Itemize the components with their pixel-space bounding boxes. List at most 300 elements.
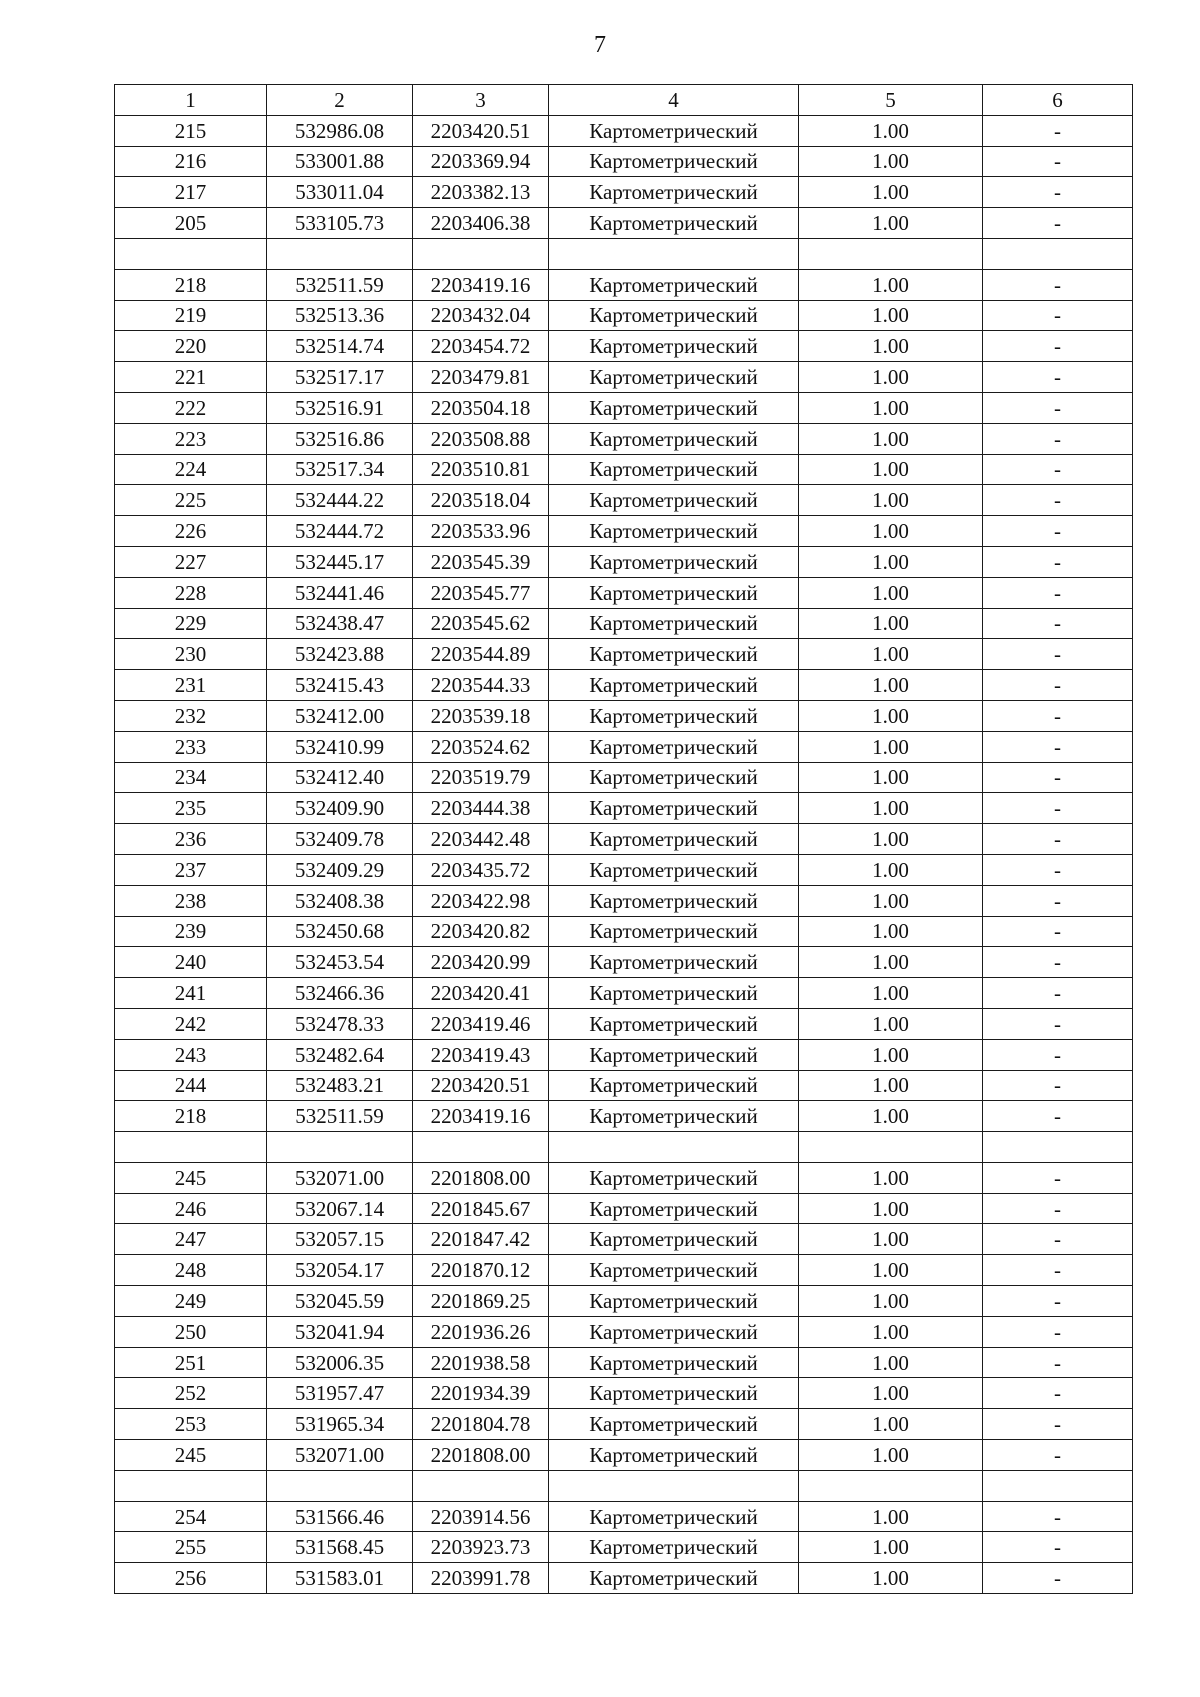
y-coordinate-cell: 2203420.99	[413, 947, 549, 978]
accuracy-cell: 1.00	[799, 454, 983, 485]
x-coordinate-cell: 532483.21	[267, 1070, 413, 1101]
table-row	[115, 1563, 1133, 1594]
y-coordinate-cell: 2203545.77	[413, 577, 549, 608]
empty-cell	[413, 1470, 549, 1501]
x-coordinate-cell: 533105.73	[267, 208, 413, 239]
method-cell: Картометрический	[549, 793, 799, 824]
x-coordinate-cell: 532517.34	[267, 454, 413, 485]
empty-cell	[267, 1470, 413, 1501]
accuracy-cell: 1.00	[799, 1563, 983, 1594]
x-coordinate-cell: 532409.78	[267, 824, 413, 855]
accuracy-cell: 1.00	[799, 1039, 983, 1070]
accuracy-cell: 1.00	[799, 731, 983, 762]
note-cell: -	[983, 1070, 1133, 1101]
y-coordinate-cell: 2203444.38	[413, 793, 549, 824]
accuracy-cell: 1.00	[799, 516, 983, 547]
column-header: 4	[549, 85, 799, 116]
note-cell: -	[983, 577, 1133, 608]
x-coordinate-cell: 532006.35	[267, 1347, 413, 1378]
accuracy-cell: 1.00	[799, 177, 983, 208]
point-number-cell: 229	[115, 608, 267, 639]
x-coordinate-cell: 532511.59	[267, 269, 413, 300]
method-cell: Картометрический	[549, 331, 799, 362]
y-coordinate-cell: 2203432.04	[413, 300, 549, 331]
point-number-cell: 230	[115, 639, 267, 670]
accuracy-cell: 1.00	[799, 115, 983, 146]
accuracy-cell: 1.00	[799, 577, 983, 608]
table-row	[115, 1224, 1133, 1255]
table-row	[115, 1532, 1133, 1563]
x-coordinate-cell: 531568.45	[267, 1532, 413, 1563]
x-coordinate-cell: 531957.47	[267, 1378, 413, 1409]
y-coordinate-cell: 2203419.16	[413, 269, 549, 300]
point-number-cell: 242	[115, 1008, 267, 1039]
point-number-cell: 220	[115, 331, 267, 362]
table-row	[115, 208, 1133, 239]
accuracy-cell: 1.00	[799, 1501, 983, 1532]
y-coordinate-cell: 2203914.56	[413, 1501, 549, 1532]
y-coordinate-cell: 2203508.88	[413, 423, 549, 454]
point-number-cell: 228	[115, 577, 267, 608]
point-number-cell: 255	[115, 1532, 267, 1563]
x-coordinate-cell: 532986.08	[267, 115, 413, 146]
table-row	[115, 608, 1133, 639]
empty-cell	[115, 1470, 267, 1501]
y-coordinate-cell: 2203545.62	[413, 608, 549, 639]
note-cell: -	[983, 762, 1133, 793]
point-number-cell: 222	[115, 392, 267, 423]
method-cell: Картометрический	[549, 1347, 799, 1378]
note-cell: -	[983, 793, 1133, 824]
accuracy-cell: 1.00	[799, 824, 983, 855]
table-row	[115, 300, 1133, 331]
table-row	[115, 916, 1133, 947]
accuracy-cell: 1.00	[799, 208, 983, 239]
y-coordinate-cell: 2203524.62	[413, 731, 549, 762]
x-coordinate-cell: 531583.01	[267, 1563, 413, 1594]
y-coordinate-cell: 2201938.58	[413, 1347, 549, 1378]
accuracy-cell: 1.00	[799, 392, 983, 423]
point-number-cell: 226	[115, 516, 267, 547]
point-number-cell: 237	[115, 854, 267, 885]
note-cell: -	[983, 885, 1133, 916]
x-coordinate-cell: 532415.43	[267, 670, 413, 701]
note-cell: -	[983, 300, 1133, 331]
method-cell: Картометрический	[549, 577, 799, 608]
x-coordinate-cell: 532410.99	[267, 731, 413, 762]
table-row	[115, 1255, 1133, 1286]
accuracy-cell: 1.00	[799, 762, 983, 793]
y-coordinate-cell: 2203406.38	[413, 208, 549, 239]
note-cell: -	[983, 1378, 1133, 1409]
note-cell: -	[983, 824, 1133, 855]
method-cell: Картометрический	[549, 516, 799, 547]
accuracy-cell: 1.00	[799, 423, 983, 454]
table-row	[115, 824, 1133, 855]
table-row	[115, 269, 1133, 300]
point-number-cell: 218	[115, 269, 267, 300]
point-number-cell: 246	[115, 1193, 267, 1224]
y-coordinate-cell: 2203420.51	[413, 1070, 549, 1101]
accuracy-cell: 1.00	[799, 1409, 983, 1440]
y-coordinate-cell: 2203420.41	[413, 978, 549, 1009]
method-cell: Картометрический	[549, 423, 799, 454]
accuracy-cell: 1.00	[799, 546, 983, 577]
method-cell: Картометрический	[549, 670, 799, 701]
x-coordinate-cell: 532466.36	[267, 978, 413, 1009]
y-coordinate-cell: 2203518.04	[413, 485, 549, 516]
method-cell: Картометрический	[549, 1501, 799, 1532]
y-coordinate-cell: 2203419.46	[413, 1008, 549, 1039]
method-cell: Картометрический	[549, 1193, 799, 1224]
note-cell: -	[983, 362, 1133, 393]
method-cell: Картометрический	[549, 854, 799, 885]
method-cell: Картометрический	[549, 269, 799, 300]
x-coordinate-cell: 532444.22	[267, 485, 413, 516]
point-number-cell: 227	[115, 546, 267, 577]
y-coordinate-cell: 2201934.39	[413, 1378, 549, 1409]
accuracy-cell: 1.00	[799, 1255, 983, 1286]
y-coordinate-cell: 2203544.33	[413, 670, 549, 701]
note-cell: -	[983, 639, 1133, 670]
accuracy-cell: 1.00	[799, 700, 983, 731]
point-number-cell: 205	[115, 208, 267, 239]
point-number-cell: 239	[115, 916, 267, 947]
method-cell: Картометрический	[549, 639, 799, 670]
table-row	[115, 1440, 1133, 1471]
table-row	[115, 362, 1133, 393]
accuracy-cell: 1.00	[799, 916, 983, 947]
x-coordinate-cell: 532516.91	[267, 392, 413, 423]
x-coordinate-cell: 532453.54	[267, 947, 413, 978]
x-coordinate-cell: 532517.17	[267, 362, 413, 393]
note-cell: -	[983, 1440, 1133, 1471]
method-cell: Картометрический	[549, 1409, 799, 1440]
accuracy-cell: 1.00	[799, 978, 983, 1009]
point-number-cell: 240	[115, 947, 267, 978]
table-row	[115, 731, 1133, 762]
note-cell: -	[983, 1501, 1133, 1532]
method-cell: Картометрический	[549, 1563, 799, 1594]
table-row	[115, 485, 1133, 516]
point-number-cell: 238	[115, 885, 267, 916]
accuracy-cell: 1.00	[799, 1008, 983, 1039]
y-coordinate-cell: 2203419.43	[413, 1039, 549, 1070]
table-row	[115, 793, 1133, 824]
note-cell: -	[983, 1563, 1133, 1594]
accuracy-cell: 1.00	[799, 269, 983, 300]
point-number-cell: 233	[115, 731, 267, 762]
x-coordinate-cell: 532423.88	[267, 639, 413, 670]
empty-cell	[799, 1470, 983, 1501]
note-cell: -	[983, 146, 1133, 177]
method-cell: Картометрический	[549, 1101, 799, 1132]
accuracy-cell: 1.00	[799, 1440, 983, 1471]
blank-separator-row	[115, 1132, 1133, 1163]
table-body	[115, 85, 1133, 1594]
column-header: 3	[413, 85, 549, 116]
empty-cell	[549, 1470, 799, 1501]
accuracy-cell: 1.00	[799, 608, 983, 639]
table-row	[115, 762, 1133, 793]
accuracy-cell: 1.00	[799, 793, 983, 824]
table-row	[115, 423, 1133, 454]
point-number-cell: 235	[115, 793, 267, 824]
note-cell: -	[983, 608, 1133, 639]
y-coordinate-cell: 2203382.13	[413, 177, 549, 208]
x-coordinate-cell: 532057.15	[267, 1224, 413, 1255]
y-coordinate-cell: 2201936.26	[413, 1316, 549, 1347]
accuracy-cell: 1.00	[799, 1193, 983, 1224]
empty-cell	[983, 1470, 1133, 1501]
note-cell: -	[983, 546, 1133, 577]
y-coordinate-cell: 2203544.89	[413, 639, 549, 670]
empty-cell	[115, 238, 267, 269]
accuracy-cell: 1.00	[799, 1101, 983, 1132]
point-number-cell: 224	[115, 454, 267, 485]
method-cell: Картометрический	[549, 146, 799, 177]
y-coordinate-cell: 2201804.78	[413, 1409, 549, 1440]
method-cell: Картометрический	[549, 947, 799, 978]
point-number-cell: 247	[115, 1224, 267, 1255]
point-number-cell: 219	[115, 300, 267, 331]
point-number-cell: 253	[115, 1409, 267, 1440]
accuracy-cell: 1.00	[799, 670, 983, 701]
note-cell: -	[983, 916, 1133, 947]
note-cell: -	[983, 454, 1133, 485]
accuracy-cell: 1.00	[799, 1224, 983, 1255]
table-row	[115, 639, 1133, 670]
note-cell: -	[983, 1224, 1133, 1255]
note-cell: -	[983, 269, 1133, 300]
method-cell: Картометрический	[549, 546, 799, 577]
x-coordinate-cell: 532482.64	[267, 1039, 413, 1070]
table-row	[115, 546, 1133, 577]
point-number-cell: 250	[115, 1316, 267, 1347]
y-coordinate-cell: 2203923.73	[413, 1532, 549, 1563]
table-row	[115, 1162, 1133, 1193]
note-cell: -	[983, 1101, 1133, 1132]
point-number-cell: 252	[115, 1378, 267, 1409]
x-coordinate-cell: 532511.59	[267, 1101, 413, 1132]
empty-cell	[799, 1132, 983, 1163]
method-cell: Картометрический	[549, 978, 799, 1009]
point-number-cell: 217	[115, 177, 267, 208]
blank-separator-row	[115, 1470, 1133, 1501]
method-cell: Картометрический	[549, 1316, 799, 1347]
table-row	[115, 700, 1133, 731]
x-coordinate-cell: 532445.17	[267, 546, 413, 577]
x-coordinate-cell: 532513.36	[267, 300, 413, 331]
x-coordinate-cell: 532071.00	[267, 1440, 413, 1471]
point-number-cell: 236	[115, 824, 267, 855]
point-number-cell: 249	[115, 1286, 267, 1317]
table-row	[115, 331, 1133, 362]
accuracy-cell: 1.00	[799, 485, 983, 516]
note-cell: -	[983, 485, 1133, 516]
page-number: 7	[594, 32, 606, 58]
x-coordinate-cell: 533001.88	[267, 146, 413, 177]
x-coordinate-cell: 532478.33	[267, 1008, 413, 1039]
coordinates-table	[114, 84, 1133, 1594]
table-row	[115, 1008, 1133, 1039]
accuracy-cell: 1.00	[799, 1378, 983, 1409]
accuracy-cell: 1.00	[799, 1070, 983, 1101]
y-coordinate-cell: 2203422.98	[413, 885, 549, 916]
method-cell: Картометрический	[549, 731, 799, 762]
method-cell: Картометрический	[549, 885, 799, 916]
table-row	[115, 392, 1133, 423]
y-coordinate-cell: 2203420.51	[413, 115, 549, 146]
point-number-cell: 245	[115, 1162, 267, 1193]
method-cell: Картометрический	[549, 454, 799, 485]
x-coordinate-cell: 532054.17	[267, 1255, 413, 1286]
empty-cell	[983, 238, 1133, 269]
y-coordinate-cell: 2201870.12	[413, 1255, 549, 1286]
blank-separator-row	[115, 238, 1133, 269]
x-coordinate-cell: 532041.94	[267, 1316, 413, 1347]
x-coordinate-cell: 532409.90	[267, 793, 413, 824]
y-coordinate-cell: 2203435.72	[413, 854, 549, 885]
table-row	[115, 1409, 1133, 1440]
table-row	[115, 1347, 1133, 1378]
accuracy-cell: 1.00	[799, 854, 983, 885]
note-cell: -	[983, 854, 1133, 885]
method-cell: Картометрический	[549, 1070, 799, 1101]
note-cell: -	[983, 1347, 1133, 1378]
y-coordinate-cell: 2203545.39	[413, 546, 549, 577]
accuracy-cell: 1.00	[799, 1162, 983, 1193]
point-number-cell: 241	[115, 978, 267, 1009]
note-cell: -	[983, 670, 1133, 701]
x-coordinate-cell: 531965.34	[267, 1409, 413, 1440]
table-row	[115, 885, 1133, 916]
table-row	[115, 978, 1133, 1009]
accuracy-cell: 1.00	[799, 146, 983, 177]
method-cell: Картометрический	[549, 362, 799, 393]
x-coordinate-cell: 532514.74	[267, 331, 413, 362]
method-cell: Картометрический	[549, 392, 799, 423]
empty-cell	[799, 238, 983, 269]
x-coordinate-cell: 532408.38	[267, 885, 413, 916]
note-cell: -	[983, 423, 1133, 454]
point-number-cell: 245	[115, 1440, 267, 1471]
accuracy-cell: 1.00	[799, 1347, 983, 1378]
note-cell: -	[983, 1532, 1133, 1563]
y-coordinate-cell: 2203991.78	[413, 1563, 549, 1594]
table-row	[115, 454, 1133, 485]
method-cell: Картометрический	[549, 1286, 799, 1317]
x-coordinate-cell: 532450.68	[267, 916, 413, 947]
y-coordinate-cell: 2203419.16	[413, 1101, 549, 1132]
empty-cell	[267, 238, 413, 269]
x-coordinate-cell: 532409.29	[267, 854, 413, 885]
accuracy-cell: 1.00	[799, 1316, 983, 1347]
y-coordinate-cell: 2203479.81	[413, 362, 549, 393]
method-cell: Картометрический	[549, 824, 799, 855]
y-coordinate-cell: 2203442.48	[413, 824, 549, 855]
point-number-cell: 232	[115, 700, 267, 731]
x-coordinate-cell: 532444.72	[267, 516, 413, 547]
note-cell: -	[983, 1409, 1133, 1440]
method-cell: Картометрический	[549, 115, 799, 146]
table-header-row	[115, 85, 1133, 116]
method-cell: Картометрический	[549, 208, 799, 239]
table-row	[115, 1101, 1133, 1132]
y-coordinate-cell: 2201808.00	[413, 1162, 549, 1193]
point-number-cell: 225	[115, 485, 267, 516]
note-cell: -	[983, 516, 1133, 547]
empty-cell	[267, 1132, 413, 1163]
point-number-cell: 231	[115, 670, 267, 701]
method-cell: Картометрический	[549, 1008, 799, 1039]
table-row	[115, 1286, 1133, 1317]
note-cell: -	[983, 1039, 1133, 1070]
y-coordinate-cell: 2203369.94	[413, 146, 549, 177]
x-coordinate-cell: 532067.14	[267, 1193, 413, 1224]
accuracy-cell: 1.00	[799, 300, 983, 331]
x-coordinate-cell: 532412.00	[267, 700, 413, 731]
x-coordinate-cell: 532441.46	[267, 577, 413, 608]
accuracy-cell: 1.00	[799, 1286, 983, 1317]
point-number-cell: 244	[115, 1070, 267, 1101]
empty-cell	[549, 238, 799, 269]
note-cell: -	[983, 392, 1133, 423]
note-cell: -	[983, 331, 1133, 362]
note-cell: -	[983, 177, 1133, 208]
method-cell: Картометрический	[549, 1224, 799, 1255]
point-number-cell: 223	[115, 423, 267, 454]
note-cell: -	[983, 1193, 1133, 1224]
y-coordinate-cell: 2201808.00	[413, 1440, 549, 1471]
method-cell: Картометрический	[549, 700, 799, 731]
column-header: 2	[267, 85, 413, 116]
method-cell: Картометрический	[549, 1255, 799, 1286]
column-header: 5	[799, 85, 983, 116]
point-number-cell: 251	[115, 1347, 267, 1378]
accuracy-cell: 1.00	[799, 331, 983, 362]
table-row	[115, 1070, 1133, 1101]
table-row	[115, 1039, 1133, 1070]
table-row	[115, 516, 1133, 547]
method-cell: Картометрический	[549, 1162, 799, 1193]
table-row	[115, 670, 1133, 701]
method-cell: Картометрический	[549, 762, 799, 793]
y-coordinate-cell: 2203539.18	[413, 700, 549, 731]
point-number-cell: 216	[115, 146, 267, 177]
table-row	[115, 1193, 1133, 1224]
empty-cell	[413, 238, 549, 269]
table-row	[115, 177, 1133, 208]
accuracy-cell: 1.00	[799, 362, 983, 393]
y-coordinate-cell: 2201869.25	[413, 1286, 549, 1317]
accuracy-cell: 1.00	[799, 885, 983, 916]
empty-cell	[549, 1132, 799, 1163]
method-cell: Картометрический	[549, 300, 799, 331]
x-coordinate-cell: 532071.00	[267, 1162, 413, 1193]
table-row	[115, 146, 1133, 177]
y-coordinate-cell: 2203504.18	[413, 392, 549, 423]
note-cell: -	[983, 731, 1133, 762]
method-cell: Картометрический	[549, 1532, 799, 1563]
empty-cell	[115, 1132, 267, 1163]
note-cell: -	[983, 1255, 1133, 1286]
point-number-cell: 221	[115, 362, 267, 393]
note-cell: -	[983, 1008, 1133, 1039]
table-row	[115, 577, 1133, 608]
x-coordinate-cell: 532412.40	[267, 762, 413, 793]
note-cell: -	[983, 1162, 1133, 1193]
